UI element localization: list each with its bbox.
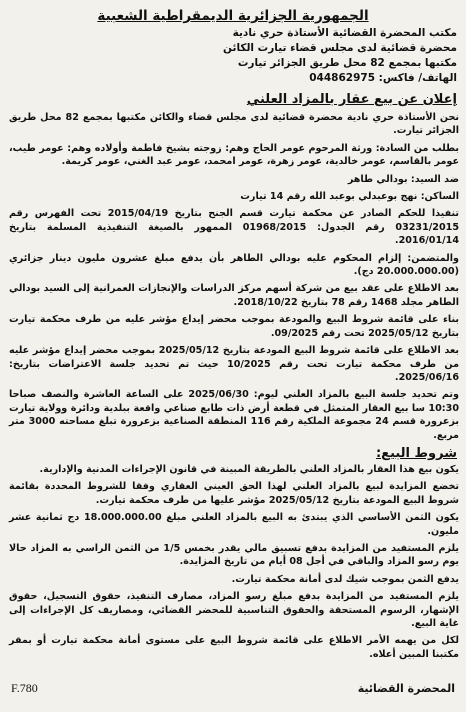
paragraph: بعد الاطلاع على قائمة شروط البيع المودعة بتاريخ 2025/05/12 بموجب محضر إيداع مؤشر عليه من طرف محكمة تيارت تحت رقم 10/2025 حيث تم تحديد جلسة الاعتراضات بتاريخ: 2025/06/16. (9, 345, 460, 383)
reference-code: F.780 (11, 681, 38, 695)
condition-item: يكون بيع هذا العقار بالمزاد العلني بالطريقة المبينة في قانون الإجراءات المدنية والإدارية. (39, 463, 459, 475)
paragraph: والمتضمن: إلزام المحكوم عليه بودالي الطاهر بأن يدفع مبلغ عشرون مليون دينار جزائري (20.000.000.00 دج). (9, 252, 459, 278)
notice-body (5, 111, 461, 442)
republic-title: الجمهورية الجزائرية الديمقراطية الشعبية (97, 8, 369, 24)
paragraph: بطلب من السادة: ورثة المرحوم عومر الحاج وهم: زوجته بشيخ فاطمة وأولاده وهم: عومر طيب، عومر بالقاسم، عومر خالدية، عومر زهرة، عومر امحمد، عومر عبد الغني، عومر كريمة. (9, 142, 459, 168)
office-line: مكتب المحضرة القضائية الأستاذة حري نادية (232, 27, 457, 39)
office-line: مكتبها بمجمع 82 محل طريق الجزائر تيارت (237, 57, 457, 69)
conditions-title: شروط البيع: (375, 445, 457, 461)
paragraph: بعد الاطلاع على عقد بيع من شركة أسهم مركز الدراسات والإنجازات العمرانية إلى السيد بودالي الطاهر مجلد 1468 رقم 78 بتاريخ 2018/10/22. (9, 283, 459, 308)
office-line: محضرة قضائية لدى مجلس قضاء تيارت الكائن (223, 42, 457, 54)
legal-notice-page (5, 8, 461, 704)
paragraph: ضد السيد: بودالي طاهر (347, 173, 459, 185)
office-header (5, 26, 461, 86)
condition-item: يلزم المستفيد من المزايدة بدفع تسبيق مالي يقدر بخمس 1/5 من الثمن الراسي به المزاد حالا يوم رسو المزاد والباقي في أجل 08 أيام من تاريخ المزايدة. (9, 542, 459, 568)
announcement-title: إعلان عن بيع عقار بالمزاد العلني (246, 92, 457, 107)
paragraph: بناء على قائمة شروط البيع والمودعة بموجب محضر إيداع مؤشر عليه من طرف محكمة تيارت بتاريخ 2025/05/12 تحت رقم 09/2025. (9, 314, 459, 339)
conditions-list (5, 463, 461, 661)
paragraph: وتم تحديد جلسة البيع بالمزاد العلني ليوم: 2025/06/30 على الساعة العاشرة والنصف صباحا 10:30 سا بيع العقار المتمثل في قطعة أرض ذات طابع صناعي واقعة ببلدية ودائرة وولاية تيارت بزعرورة قسم 24 مجموعة الملكية رقم 116 المنطقة الصناعية بزعرورة تبلغ مساحته 3000 متر مربع. (9, 389, 459, 441)
condition-item: تخضع المزايدة لبيع بالمزاد العلني لهذا الحق العيني العقاري وفقا للشروط المحددة بقائمة شروط البيع المودعة بتاريخ 2025/05/12 مؤشر عليها من طرف محكمة تيارت. (9, 481, 459, 506)
condition-item: لكل من يهمه الأمر الاطلاع على قائمة شروط البيع على مستوى أمانة محكمة تيارت أو بمقر مكتبنا المبين أعلاه. (9, 635, 459, 660)
paragraph: الساكن: نهج بوعبدلي بوعبد الله رقم 14 تيارت (240, 191, 459, 203)
condition-item: يدفع الثمن بموجب شيك لدى أمانة محكمة تيارت. (231, 573, 459, 585)
paragraph: تنفيذا للحكم الصادر عن محكمة تيارت قسم الجنح بتاريخ 2015/04/19 تحت الفهرس رقم 03231/2015 رقم الجدول: 01968/2015 الممهور بالصيغة التنفيذية المسلمة بتاريخ 2016/01/14. (9, 208, 459, 247)
office-phone: الهاتف/ فاكس: 044862975 (309, 72, 457, 84)
signature: المحضرة القضائية (357, 682, 455, 695)
condition-item: يلزم المستفيد من المزايدة بدفع مبلغ رسو المزاد، مصارف التنفيذ، حقوق التسجيل، حقوق الإشهار، الرسوم المستحقة والحقوق التناسبية للمحضر القضائي، ومصاريف كل الإجراءات إلى غاية البيع. (9, 591, 459, 629)
notice-footer (5, 681, 461, 696)
condition-item: يكون الثمن الأساسي الذي يبتدئ به البيع بالمزاد العلني مبلغ 18.000.000.00 دج ثمانية عشر مليون. (9, 512, 459, 537)
paragraph: نحن الأستاذة حري نادية محضرة قضائية لدى مجلس قضاء والكائن مكتبها بمجمع 82 محل طريق الجزائر تيارت. (9, 112, 459, 137)
